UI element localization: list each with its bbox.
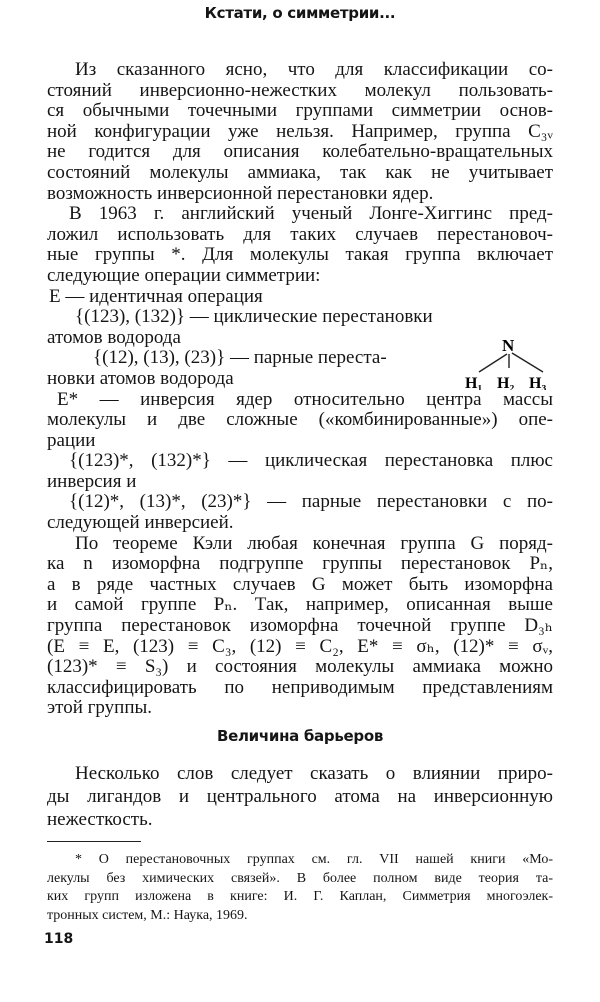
footnote-line: тронных систем, М.: Наука, 1969.: [47, 907, 248, 923]
footnote-line: лекулы без химических связей». В более полном виде теория та-: [47, 870, 553, 886]
text-line: возможность инверсионной перестановки ядер.: [47, 182, 434, 204]
text-line: рации: [47, 429, 96, 451]
text-line: {(123)*, (132)*} — циклическая перестановка плюс: [69, 450, 553, 472]
text-line: следующей инверсией.: [47, 512, 234, 534]
text-line: Несколько слов следует сказать о влиянии приро-: [75, 763, 553, 784]
atom-h1: H₁: [465, 375, 483, 390]
footnote-line: ких групп изложена в книге: И. Г. Каплан, Симметрия многоэлек-: [47, 889, 553, 904]
text-line: и самой группе Pₙ. Так, например, описанная выше: [47, 594, 553, 616]
section-text: [47, 762, 553, 831]
text-line: состояний молекулы аммиака, так как не учитывает: [47, 161, 553, 183]
footnote: [47, 851, 553, 925]
text-line: По теореме Кэли любая конечная группа G поряд-: [75, 532, 553, 554]
text-line: не годится для описания колебательно-вращательных: [47, 141, 553, 163]
molecule-bonds: [465, 334, 560, 390]
atom-h3: H₃: [529, 375, 547, 390]
ammonia-molecule-diagram: [465, 334, 560, 390]
atom-h2: H₂: [497, 375, 515, 390]
text-line: классифицировать по неприводимым представлениям: [47, 676, 553, 698]
text-line: инверсия и: [47, 470, 137, 492]
text-line: ные группы *. Для молекулы такая группа включает: [47, 244, 553, 266]
section-heading: Величина барьеров: [216, 727, 384, 745]
text-line: {(123), (132)} — циклические перестановки: [75, 306, 433, 328]
text-line: новки атомов водорода: [47, 367, 234, 389]
text-line: молекулы и две сложные («комбинированные») опе-: [47, 409, 553, 431]
running-header-title: Кстати, о симметрии...: [204, 4, 396, 22]
text-line: E* — инверсия ядер относительно центра массы: [57, 388, 553, 410]
text-line: {(12)*, (13)*, (23)*} — парные перестановки с по-: [69, 491, 553, 513]
text-line: В 1963 г. английский ученый Лонге-Хиггинс пред-: [69, 203, 553, 225]
atom-n: N: [502, 336, 515, 355]
text-line: нежесткость.: [47, 809, 153, 830]
text-line: а в ряде частных случаев G может быть изоморфна: [47, 573, 553, 595]
text-line: (E ≡ E, (123) ≡ C₃, (12) ≡ C₂, E* ≡ σₕ, (12)* ≡ σᵥ,: [47, 635, 553, 657]
text-line: ды лигандов и центрального атома на инверсионную: [47, 786, 553, 807]
text-line: этой группы.: [47, 697, 153, 719]
text-line: ся обычными точечными группами симметрии основ-: [47, 100, 553, 122]
text-line: атомов водорода: [47, 326, 181, 348]
text-line: ложил использовать для таких случаев перестановоч-: [47, 223, 553, 245]
text-line: Из сказанного ясно, что для классификации со-: [75, 59, 553, 80]
text-line: ной конфигурации уже нельзя. Например, группа C₃ᵥ: [47, 120, 553, 142]
page-number: 118: [44, 931, 74, 947]
text-line: стояний инверсионно-нежестких молекул пользовать-: [47, 79, 553, 101]
text-line: следующие операции симметрии:: [47, 264, 321, 286]
text-line: ка n изоморфна подгруппе группы перестановок Pₙ,: [47, 553, 553, 575]
text-line: группа перестановок изоморфна точечной группе D₃ₕ: [47, 615, 553, 637]
text-line: E — идентичная операция: [49, 285, 263, 307]
footnote-line: * О перестановочных группах см. гл. VII нашей книги «Мо-: [75, 852, 553, 867]
text-line: {(12), (13), (23)} — парные переста-: [93, 347, 387, 369]
footnote-divider: [47, 841, 141, 842]
text-line: (123)* ≡ S₃) и состояния молекулы аммиака можно: [47, 656, 553, 678]
